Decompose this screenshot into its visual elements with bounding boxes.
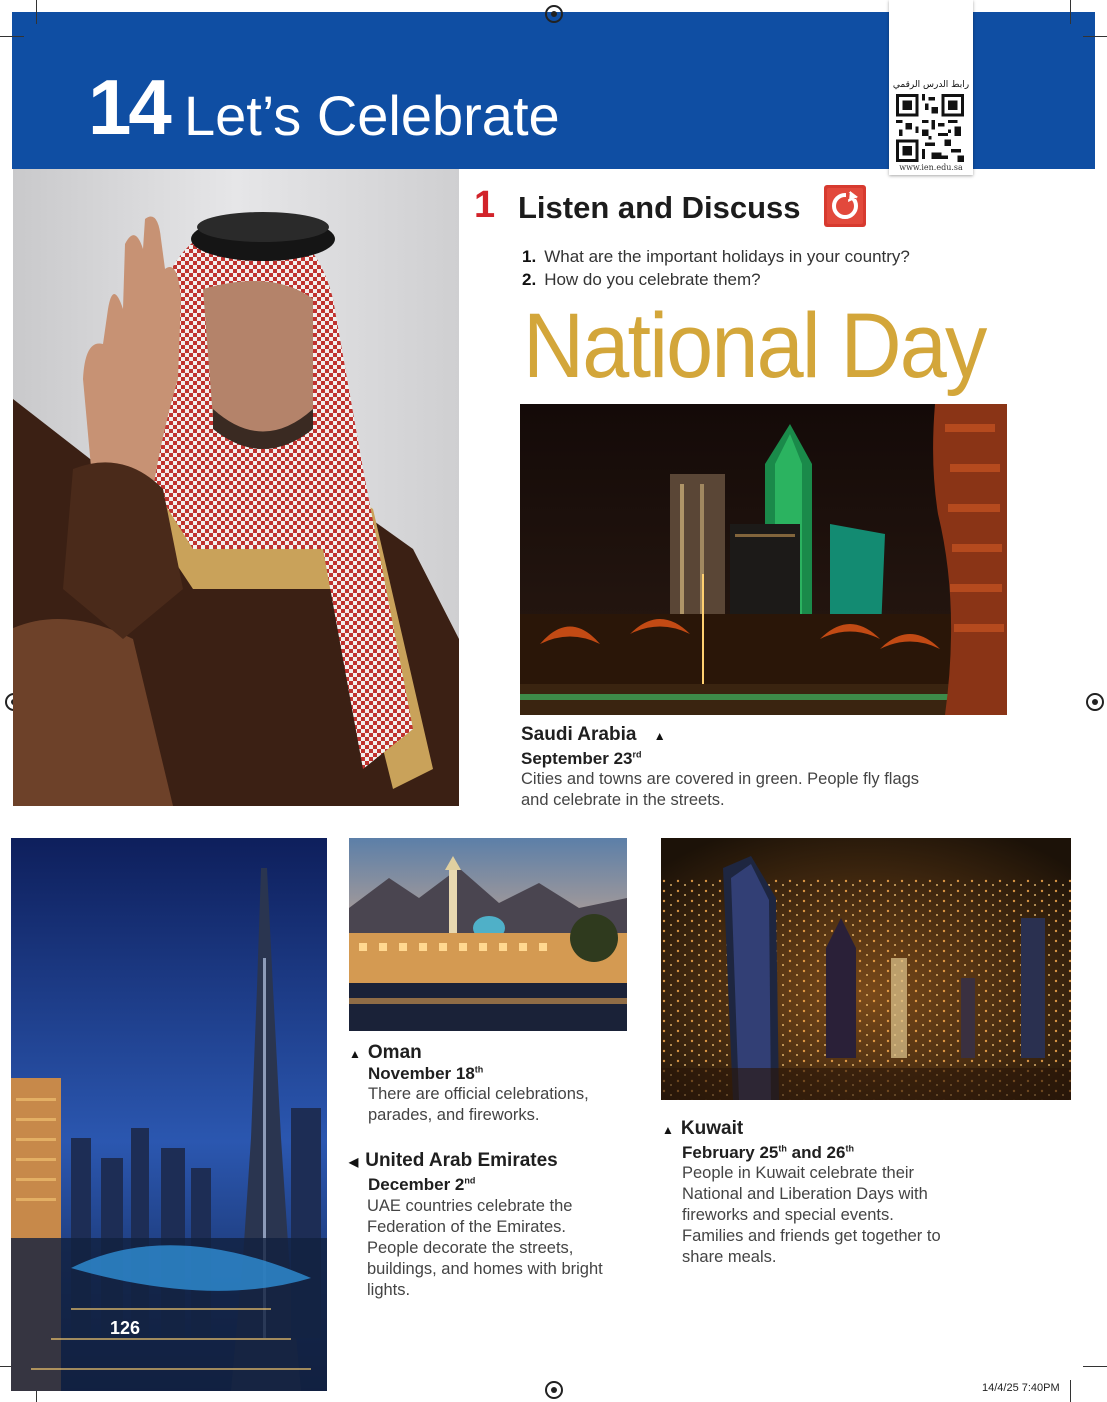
king-portrait-photo	[13, 169, 459, 806]
triangle-left-icon: ◀	[349, 1155, 359, 1169]
page-number: 126	[110, 1318, 141, 1338]
crop-mark	[1070, 1380, 1071, 1402]
caption-body: People in Kuwait celebrate their National and Liberation Days with fireworks and special events. Families and friends get together to share meals.	[682, 1164, 941, 1266]
registration-mark-icon	[545, 1381, 563, 1399]
caption-title: Saudi Arabia ▲	[521, 724, 666, 745]
caption-title: ▲ Oman	[349, 1042, 422, 1063]
triangle-up-icon: ▲	[662, 1123, 674, 1137]
caption-date: February 25th and 26th	[682, 1143, 854, 1162]
caption-body: There are official celebrations, parades, and fireworks.	[368, 1085, 589, 1124]
caption-date: December 2nd	[368, 1175, 476, 1194]
audio-replay-icon[interactable]	[824, 185, 866, 227]
qr-caption: رابط الدرس الرقمي	[892, 80, 970, 90]
unit-number: 14	[88, 63, 169, 151]
print-timestamp: 14/4/25 7:40PM	[982, 1382, 1060, 1394]
crop-mark	[36, 0, 37, 24]
caption-title: ◀ United Arab Emirates	[349, 1150, 558, 1171]
crop-mark	[1083, 36, 1107, 37]
feature-title: National Day	[523, 295, 986, 397]
section-number: 1	[474, 184, 496, 226]
crop-mark	[1083, 1366, 1107, 1367]
discussion-question: 1. What are the important holidays in your country?	[522, 247, 910, 266]
qr-url: www.ien.edu.sa	[899, 163, 963, 172]
crop-mark	[1070, 0, 1071, 24]
caption-body: UAE countries celebrate the Federation of the Emirates. People decorate the streets, buildings, and homes with bright lights.	[367, 1197, 603, 1299]
riyadh-night-photo	[520, 404, 1007, 715]
dubai-skyline-photo	[11, 838, 327, 1391]
registration-mark-icon	[545, 5, 563, 23]
triangle-up-icon: ▲	[349, 1047, 361, 1061]
caption-date: September 23rd	[521, 749, 642, 768]
crop-mark	[0, 36, 24, 37]
caption-date: November 18th	[368, 1064, 484, 1083]
qr-code-icon[interactable]	[896, 94, 964, 162]
registration-mark-icon	[1086, 693, 1104, 711]
oman-mosque-photo	[349, 838, 627, 1031]
caption-title: ▲ Kuwait	[662, 1118, 744, 1139]
caption-body: Cities and towns are covered in green. People fly flags and celebrate in the streets.	[521, 770, 920, 809]
triangle-up-icon: ▲	[653, 729, 666, 743]
discussion-question: 2. How do you celebrate them?	[522, 270, 761, 289]
section-title: Listen and Discuss	[518, 190, 801, 225]
kuwait-city-photo	[661, 838, 1071, 1100]
unit-title: Let’s Celebrate	[184, 84, 560, 147]
